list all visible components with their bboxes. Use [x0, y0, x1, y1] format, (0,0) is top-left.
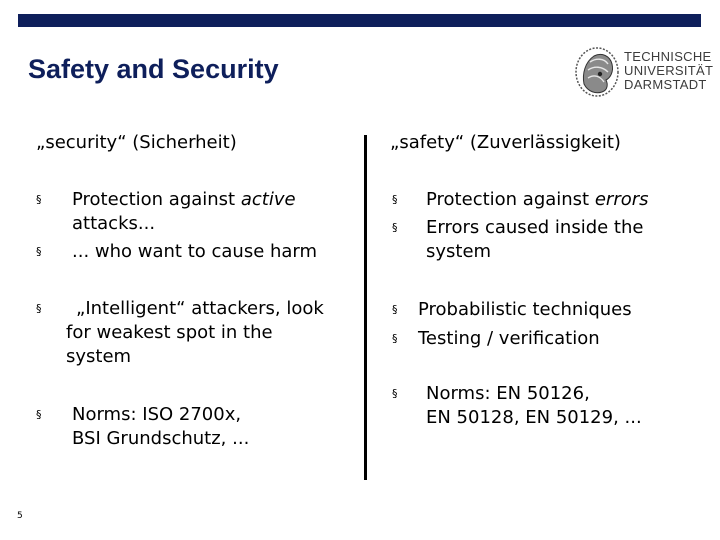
university-logo [564, 42, 712, 100]
list-item: „Intelligent“ attackers, look for weakest spot in the system [66, 298, 324, 367]
bullet-icon: § [36, 302, 42, 315]
column-divider [364, 135, 367, 480]
list-item: ... who want to cause harm [72, 241, 318, 262]
bullet-icon: § [36, 408, 42, 421]
bullet-icon: § [392, 193, 398, 206]
bullet-icon: § [392, 387, 398, 400]
bullet-icon: § [392, 221, 398, 234]
left-column-heading: „security“ (Sicherheit) [36, 132, 237, 153]
page-number: 5 [17, 511, 23, 521]
list-item: Norms: ISO 2700x, BSI Grundschutz, ... [72, 404, 250, 449]
right-column-heading: „safety“ (Zuverlässigkeit) [390, 132, 621, 153]
list-item: Probabilistic techniques [418, 299, 632, 320]
list-item: Protection against active attacks... [72, 189, 296, 234]
list-item: Norms: EN 50126, EN 50128, EN 50129, ... [426, 383, 642, 428]
list-item: Protection against errors [426, 189, 649, 210]
bullet-icon: § [36, 245, 42, 258]
bullet-icon: § [392, 332, 398, 345]
slide-title: Safety and Security [28, 54, 279, 84]
logo-wordmark: TECHNISCHE UNIVERSITÄT DARMSTADT [624, 49, 714, 92]
bullet-icon: § [36, 193, 42, 206]
list-item: Testing / verification [418, 328, 600, 349]
list-item: Errors caused inside the system [426, 217, 644, 262]
athena-seal-icon [572, 44, 622, 98]
bullet-icon: § [392, 303, 398, 316]
header-bar [18, 14, 701, 27]
